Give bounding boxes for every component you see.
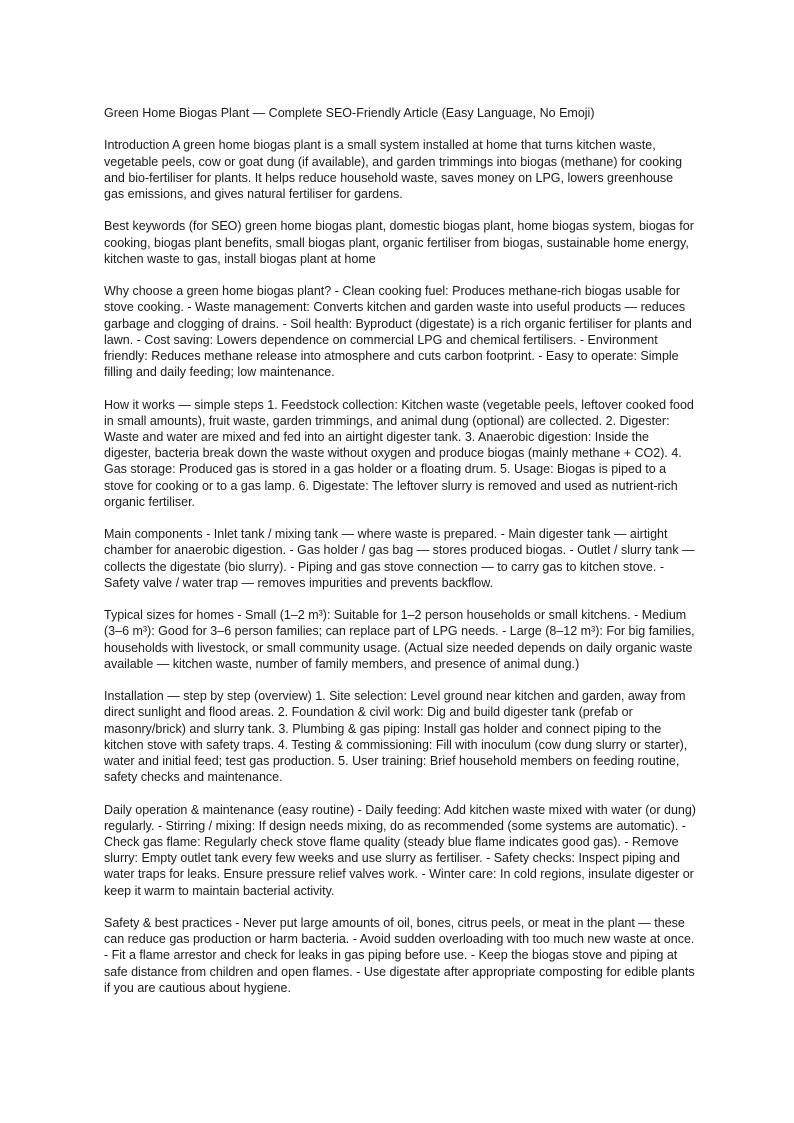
paragraph-typical-sizes: Typical sizes for homes - Small (1–2 m³): Suitable for 1–2 person households or small kitchens. - Medium (3–6 m³): Good for 3–6 person families; can replace part of LPG needs. - Large (8–12 m³): For big families, households with livestock, or small community usage. (Actual size needed depends on daily organic waste available — kitchen waste, number of family members, and presence of animal dung.) xyxy=(104,608,695,671)
paragraph-maintenance: Daily operation & maintenance (easy routine) - Daily feeding: Add kitchen waste mixed with water (or dung) regularly. - Stirring / mixing: If design needs mixing, do as recommended (some systems are automatic). - Check gas flame: Regularly check stove flame quality (steady blue flame indicates good gas). - Remove slurry: Empty outlet tank every few weeks and use slurry as fertiliser. - Safety checks: Inspect piping and water traps for leaks. Ensure pressure relief valves work. - Winter care: In cold regions, insulate digester or keep it warm to maintain bacterial activity. xyxy=(104,802,696,898)
paragraph-how-it-works: How it works — simple steps 1. Feedstock collection: Kitchen waste (vegetable peels, leftover cooked food in small amounts), fruit waste, garden trimmings, and animal dung (optional) are collected. 2. Digester: Waste and water are mixed and fed into an airtight digester tank. 3. Anaerobic digestion: Inside the digester, bacteria break down the waste without oxygen and produce biogas (mainly methane + CO2). 4. Gas storage: Produced gas is stored in a gas holder or a floating drum. 5. Usage: Biogas is piped to a stove for cooking or to a gas lamp. 6. Digestate: The leftover slurry is removed and used as nutrient-rich organic fertiliser. xyxy=(104,397,694,509)
paragraph-safety: Safety & best practices - Never put large amounts of oil, bones, citrus peels, or meat in the plant — these can reduce gas production or harm bacteria. - Avoid sudden overloading with too much new waste at once. - Fit a flame arrestor and check for leaks in gas piping before use. - Keep the biogas stove and piping at safe distance from children and open flames. - Use digestate after appropriate composting for edible plants if you are cautious about hygiene. xyxy=(104,916,695,995)
paragraph-introduction: Introduction A green home biogas plant is a small system installed at home that turns kitchen waste, vegetable peels, cow or goat dung (if available), and garden trimmings into biogas (methane) for cooking and bio-fertiliser for plants. It helps reduce household waste, saves money on LPG, lowers greenhouse gas emissions, and gives natural fertiliser for gardens. xyxy=(104,138,683,201)
document-title: Green Home Biogas Plant — Complete SEO-Friendly Article (Easy Language, No Emoji) xyxy=(104,106,595,120)
paragraph-main-components: Main components - Inlet tank / mixing tank — where waste is prepared. - Main digester tank — airtight chamber for anaerobic digestion. - Gas holder / gas bag — stores produced biogas. - Outlet / slurry tank — collects the digestate (bio slurry). - Piping and gas stove connection — to carry gas to kitchen stove. - Safety valve / water trap — removes impurities and prevents backflow. xyxy=(104,527,695,590)
paragraph-why-choose: Why choose a green home biogas plant? - Clean cooking fuel: Produces methane-rich biogas usable for stove cooking. - Waste management: Converts kitchen and garden waste into useful products — reduces garbage and clogging of drains. - Soil health: Byproduct (digestate) is a rich organic fertiliser for plants and lawn. - Cost saving: Lowers dependence on commercial LPG and chemical fertilisers. - Environment friendly: Reduces methane release into atmosphere and cuts carbon footprint. - Easy to operate: Simple filling and daily feeding; low maintenance. xyxy=(104,284,692,380)
paragraph-keywords: Best keywords (for SEO) green home biogas plant, domestic biogas plant, home biogas system, biogas for cooking, biogas plant benefits, small biogas plant, organic fertiliser from biogas, sustainable home energy, kitchen waste to gas, install biogas plant at home xyxy=(104,219,694,266)
document-page xyxy=(104,105,696,1012)
paragraph-installation: Installation — step by step (overview) 1. Site selection: Level ground near kitchen and garden, away from direct sunlight and flood areas. 2. Foundation & civil work: Dig and build digester tank (prefab or masonry/brick) and slurry tank. 3. Plumbing & gas piping: Install gas holder and connect piping to the kitchen stove with safety traps. 4. Testing & commissioning: Fill with inoculum (cow dung slurry or starter), water and initial feed; test gas production. 5. User training: Brief household members on feeding routine, safety checks and maintenance. xyxy=(104,689,688,785)
